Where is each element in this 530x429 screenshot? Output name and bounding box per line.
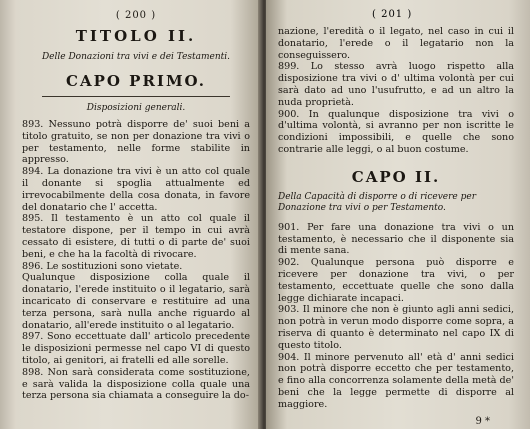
chapter-heading-right: CAPO II. — [351, 167, 441, 186]
right-page — [266, 0, 530, 429]
article-899: 899. Lo stesso avrà luogo rispetto alla disposizione tra vivi o d' ultima volontà per cui sarà dato ad uno l'usufrutto, e ad un altro la nuda proprietà. — [278, 61, 514, 108]
article-903: 903. Il minore che non è giunto agli anni sedici, non potrà in verun modo disporre come sopra, a riserva di quanto è determinato nel capo IX di questo titolo. — [278, 304, 514, 351]
title-heading: TITOLO II. — [75, 27, 197, 45]
article-896: 896. Le sostituzioni sono vietate. — [22, 260, 183, 272]
article-896-paragraph: Qualunque disposizione colla quale il donatario, l'erede instituito o il legatario, sarà incaricato di conservare e restituire ad una terza persona, sarà nulla anche riguardo al donatario, all'erede instituito o al legatario. — [22, 272, 250, 331]
article-901: 901. Per fare una donazione tra vivi o un testamento, è necessario che il disponente sia di mente sana. — [278, 221, 514, 257]
article-897: 897. Sono eccettuate dall' articolo precedente le disposizioni permesse nel capo VI di questo titolo, ai genitori, ai fratelli ed alle sorelle. — [22, 331, 250, 366]
page-number-left: ( 200 ) — [115, 10, 157, 21]
left-page — [0, 0, 262, 429]
article-898-continued: nazione, l'eredità o il legato, nel caso in cui il donatario, l'erede o il legatario non la conseguissero. — [278, 26, 514, 61]
article-893: 893. Nessuno potrà disporre de' suoi beni a titolo gratuito, se non per donazione tra vivi o per testamento, nelle forme stabilite in appresso. — [22, 119, 250, 166]
divider-rule — [42, 96, 230, 97]
article-900: 900. In qualunque disposizione tra vivi o d'ultima volontà, si avranno per non iscritte le condizioni impossibili, e quelle che sono contrarie alle leggi, o al buon costume. — [278, 108, 514, 155]
title-subtitle: Delle Donazioni tra vivi e dei Testamenti. — [41, 52, 231, 62]
article-894: 894. La donazione tra vivi è un atto col quale il donante si spoglia attualmente ed irrevocabilmente della cosa donata, in favore del donatario che l' accetta. — [22, 166, 250, 213]
article-902: 902. Qualunque persona può disporre e ricevere per donazione tra vivi, o per testamento, eccettuate quelle che sono dalla legge dichiarate incapaci. — [278, 257, 514, 304]
printer-signature: 9 * — [475, 416, 490, 427]
section-heading: Disposizioni generali. — [86, 103, 186, 113]
article-904: 904. Il minore pervenuto all' età d' anni sedici non potrà disporre eccetto che per testamento, e fino alla concorrenza solamente della metà de' beni che la legge permette di disporre al maggiore. — [278, 351, 514, 410]
article-895: 895. Il testamento è un atto col quale il testatore dispone, per il tempo in cui avrà cessato di esistere, di tutti o di parte de' suoi beni, e che ha la facoltà di rivocare. — [22, 213, 250, 260]
page-number-right: ( 201 ) — [372, 9, 413, 20]
chapter-heading-left: CAPO PRIMO. — [66, 72, 206, 90]
chapter-subheading: Della Capacità di disporre o di ricevere per Donazione tra vivi o per Testamento. — [278, 191, 477, 213]
article-898: 898. Non sarà considerata come sostituzione, e sarà valida la disposizione colla quale una terza persona sia chiamata a conseguire la do- — [22, 366, 250, 402]
